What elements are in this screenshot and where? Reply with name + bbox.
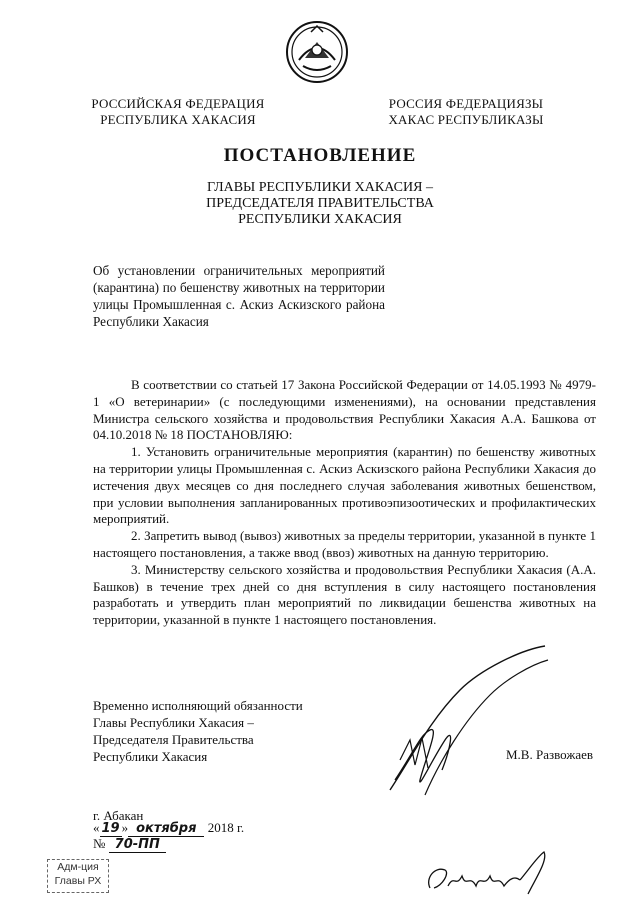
header-left: [78, 96, 278, 128]
document-place: г. Абакан: [93, 808, 144, 823]
subtitle-line2: ПРЕДСЕДАТЕЛЯ ПРАВИТЕЛЬСТВА: [206, 196, 434, 211]
signatory-line3: Председателя Правительства: [93, 732, 254, 747]
header-right-line2: ХАКАС РЕСПУБЛИКАЗЫ: [388, 112, 544, 127]
signatory-position: [93, 697, 303, 765]
document-subject: Об установлении ограничительных мероприятий (карантина) по бешенству животных на территории улицы Промышленная с. Аскиз Аскизского района Республики Хакасия: [93, 263, 385, 329]
document-body: [93, 377, 596, 629]
body-item-3: 3. Министерству сельского хозяйства и продовольствия Республики Хакасия (А.А. Башков) в течение трех дней со дня вступления в силу настоящего постановления разработать и утвердить план мероприятий по ликвидации бешенства животных на территории, указанной в пункте 1 настоящего постановления.: [93, 561, 596, 628]
number-value: 70-ПП: [109, 837, 166, 853]
signatory-line2: Главы Республики Хакасия –: [93, 715, 254, 730]
handwritten-signature: [370, 640, 560, 810]
date-day: 19: [101, 821, 120, 836]
header-left-line1: РОССИЙСКАЯ ФЕДЕРАЦИЯ: [91, 96, 265, 111]
body-item-2: 2. Запретить вывод (вывоз) животных за пределы территории, указанной в пункте 1 настоящего постановления, а также ввод (ввоз) животных на данную территорию.: [93, 528, 596, 560]
body-intro: В соответствии со статьей 17 Закона Российской Федерации от 14.05.1993 № 4979-1 «О ветеринарии» (с последующими изменениями), на основании представления Министра сельского хозяйства и продовольствия Республики Хакасия А.А. Башкова от 04.10.2018 № 18 ПОСТАНОВЛЯЮ:: [93, 377, 596, 443]
document-subtitle: [150, 180, 490, 228]
signatory-name: М.В. Развожаев: [506, 747, 594, 762]
header-right: [366, 96, 566, 128]
coat-of-arms-emblem: [285, 20, 349, 84]
subtitle-line1: ГЛАВЫ РЕСПУБЛИКИ ХАКАСИЯ –: [207, 180, 433, 195]
stamp-line1: Адм-ция: [57, 861, 99, 873]
registration-stamp: [47, 859, 109, 893]
handwritten-initials: [420, 848, 560, 902]
signatory-line4: Республики Хакасия: [93, 749, 208, 764]
document-number: [93, 836, 166, 852]
date-year: 2018 г.: [207, 820, 245, 835]
date-open-quote: «: [93, 820, 100, 835]
header-left-line2: РЕСПУБЛИКА ХАКАСИЯ: [100, 112, 256, 127]
body-item-1: 1. Установить ограничительные мероприятия (карантин) по бешенству животных на территории улицы Промышленная с. Аскиз Аскизского района Республики Хакасия до истечения двух месяцев со дня последнего случая заболевания животных бешенством, при условии выполнения запланированных противоэпизоотических и профилактических мероприятий.: [93, 444, 596, 527]
date-close-quote: »: [121, 820, 129, 835]
stamp-line2: Главы РХ: [54, 875, 102, 887]
date-month: октября: [128, 821, 204, 837]
document-date: [93, 820, 244, 836]
subtitle-line3: РЕСПУБЛИКИ ХАКАСИЯ: [238, 212, 402, 227]
document-title: ПОСТАНОВЛЕНИЕ: [223, 145, 417, 166]
number-label: №: [93, 836, 106, 851]
header-right-line1: РОССИЯ ФЕДЕРАЦИЯЗЫ: [388, 96, 544, 111]
signatory-line1: Временно исполняющий обязанности: [93, 698, 303, 713]
